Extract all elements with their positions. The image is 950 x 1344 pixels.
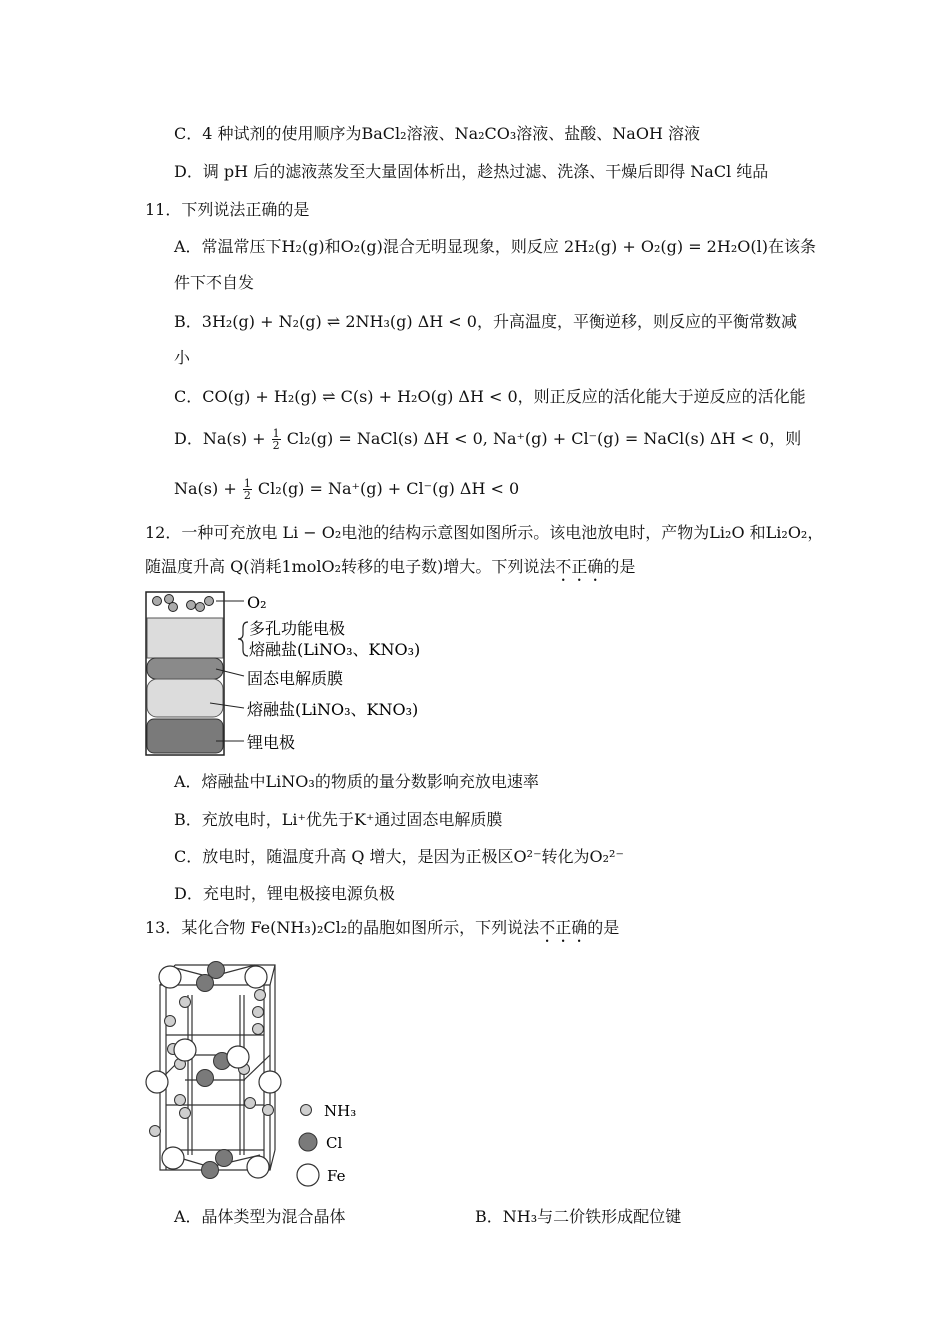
q13-option-b: B．NH₃与二价铁形成配位键 — [475, 1207, 682, 1226]
porous-electrode-layer — [147, 618, 223, 658]
cl-atoms — [197, 962, 233, 1179]
q11-option-a-line1: A．常温常压下H₂(g)和O₂(g)混合无明显现象，则反应 2H₂(g) + O₂(g) = 2H₂O(l)在该条 — [174, 237, 816, 256]
one-half-fraction: $\frac{1}{2}$ — [272, 427, 280, 452]
q12-stem-text: 随温度升高 Q(消耗1molO₂转移的电子数)增大。下列说法 — [145, 557, 556, 576]
label-salt-top: 熔融盐(LiNO₃、KNO₃) — [249, 640, 421, 659]
q11-option-d2-suffix: Cl₂(g) = Na⁺(g) + Cl⁻(g) ΔH < 0 — [257, 479, 520, 498]
crystal-cell-diagram — [140, 955, 370, 1195]
q11-option-a-line2: 件下不自发 — [174, 273, 255, 292]
q12-option-a: A．熔融盐中LiNO₃的物质的量分数影响充放电速率 — [174, 772, 539, 791]
q11-option-b-line1: B．3H₂(g) + N₂(g) ⇌ 2NH₃(g) ΔH < 0，升高温度，平衡逆移，则反应的平衡常数减 — [174, 312, 797, 331]
q10-option-c: C．4 种试剂的使用顺序为BaCl₂溶液、Na₂CO₃溶液、盐酸、NaOH 溶液 — [174, 124, 701, 143]
lithium-electrode — [147, 719, 223, 753]
q11-option-b-line2: 小 — [174, 348, 191, 367]
q12-stem-line1: 12．一种可充放电 Li − O₂电池的结构示意图如图所示。该电池放电时，产物为Li₂O 和Li₂O₂， — [145, 523, 824, 542]
q13-stem — [145, 918, 619, 946]
solid-electrolyte-membrane — [147, 658, 223, 679]
legend-fe-swatch — [297, 1164, 319, 1186]
label-o2: O₂ — [247, 593, 267, 612]
legend-cl-label: Cl — [326, 1134, 343, 1152]
label-membrane: 固态电解质膜 — [247, 669, 344, 688]
q10-option-d: D．调 pH 后的滤液蒸发至大量固体析出，趁热过滤、洗涤、干燥后即得 NaCl 纯品 — [174, 162, 769, 181]
legend-nh3-swatch — [301, 1105, 312, 1116]
q13-emphasis-incorrect: 不正确 — [539, 918, 588, 937]
legend-nh3-label: NH₃ — [324, 1102, 357, 1120]
q13-stem-text: 13．某化合物 Fe(NH₃)₂Cl₂的晶胞如图所示，下列说法 — [145, 918, 540, 937]
q12-stem-tail: 的是 — [603, 557, 636, 576]
legend-cl-swatch — [299, 1133, 317, 1151]
nh3-atoms — [150, 990, 274, 1137]
q12-option-c: C．放电时，随温度升高 Q 增大，是因为正极区O²⁻转化为O₂²⁻ — [174, 847, 624, 866]
label-salt-bottom: 熔融盐(LiNO₃、KNO₃) — [247, 700, 419, 719]
one-half-fraction: $\frac{1}{2}$ — [243, 477, 251, 502]
label-lithium: 锂电极 — [247, 733, 296, 752]
q11-option-d-suffix: Cl₂(g) = NaCl(s) ΔH < 0, Na⁺(g) + Cl⁻(g) = NaCl(s) ΔH < 0，则 — [286, 429, 802, 448]
q11-option-d2-prefix: Na(s) + — [174, 479, 237, 498]
oxygen-molecules — [153, 595, 214, 612]
q13-stem-tail: 的是 — [587, 918, 620, 937]
q12-emphasis-incorrect: 不正确 — [555, 557, 604, 576]
q11-stem: 11．下列说法正确的是 — [145, 200, 310, 219]
q11-option-d-prefix: D．Na(s) + — [174, 429, 266, 448]
q12-stem-line2 — [145, 557, 635, 585]
q11-option-c: C．CO(g) + H₂(g) ⇌ C(s) + H₂O(g) ΔH < 0，则正反应的活化能大于逆反应的活化能 — [174, 387, 806, 406]
legend-fe-label: Fe — [327, 1167, 346, 1185]
q11-option-d-line2 — [174, 478, 519, 501]
q12-option-d: D．充电时，锂电极接电源负极 — [174, 884, 395, 903]
q11-option-d-line1 — [174, 428, 801, 451]
battery-diagram — [140, 588, 460, 763]
molten-salt-layer — [147, 679, 223, 717]
brace — [238, 622, 248, 656]
q13-option-a: A．晶体类型为混合晶体 — [174, 1207, 346, 1226]
q12-option-b: B．充放电时，Li⁺优先于K⁺通过固态电解质膜 — [174, 810, 503, 829]
label-electrode: 多孔功能电极 — [249, 619, 346, 638]
